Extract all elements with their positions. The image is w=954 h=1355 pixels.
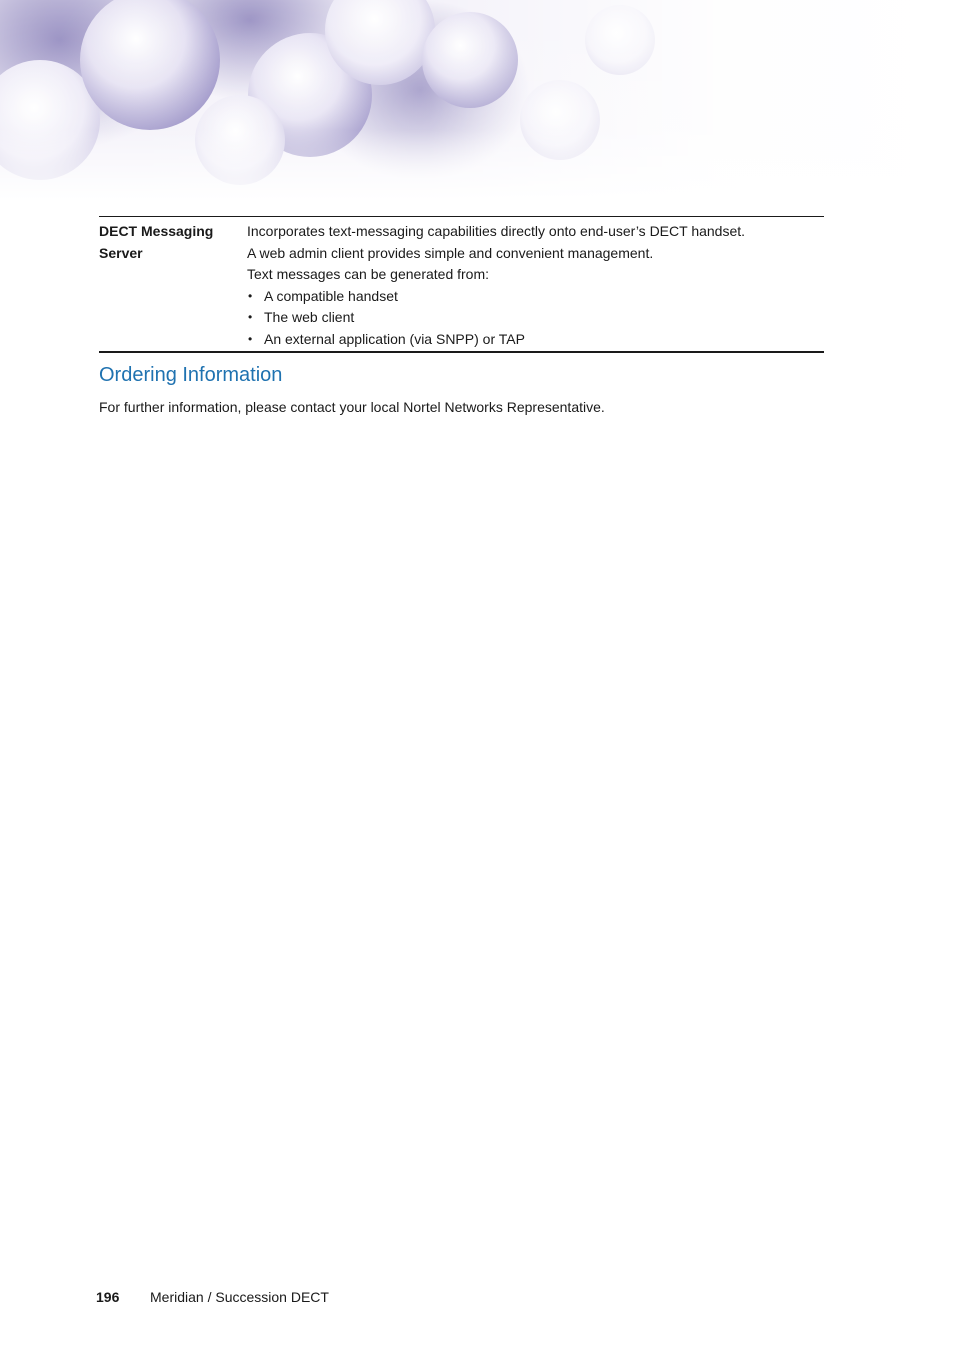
list-item-text: A compatible handset <box>264 287 398 304</box>
section-title: Ordering Information <box>99 364 283 386</box>
document-title: Meridian / Succession DECT <box>150 1289 329 1305</box>
bullet-icon: • <box>248 310 253 324</box>
spec-description-line: A web admin client provides simple and convenient management. <box>247 244 654 261</box>
spec-label-line: DECT Messaging <box>99 223 214 239</box>
list-item <box>247 286 824 308</box>
spec-table <box>99 216 824 353</box>
page-footer <box>96 1289 329 1305</box>
list-item-text: An external application (via SNPP) or TAP <box>264 330 525 347</box>
bullet-icon: • <box>248 288 253 303</box>
spec-description <box>247 221 824 350</box>
spec-description-line: Incorporates text-messaging capabilities directly onto end-user’s DECT handset. <box>247 223 746 239</box>
list-item <box>247 307 824 329</box>
list-item <box>247 329 824 351</box>
spec-label <box>99 221 247 350</box>
header-decorative-image <box>0 0 954 200</box>
bullet-icon: • <box>248 331 253 346</box>
spec-description-line: Text messages can be generated from: <box>247 266 490 282</box>
spec-label-line: Server <box>99 244 143 261</box>
spec-bullet-list <box>247 286 824 351</box>
list-item-text: The web client <box>264 309 355 325</box>
page-number: 196 <box>96 1289 120 1305</box>
section-body: For further information, please contact your local Nortel Networks Representative. <box>99 399 605 415</box>
